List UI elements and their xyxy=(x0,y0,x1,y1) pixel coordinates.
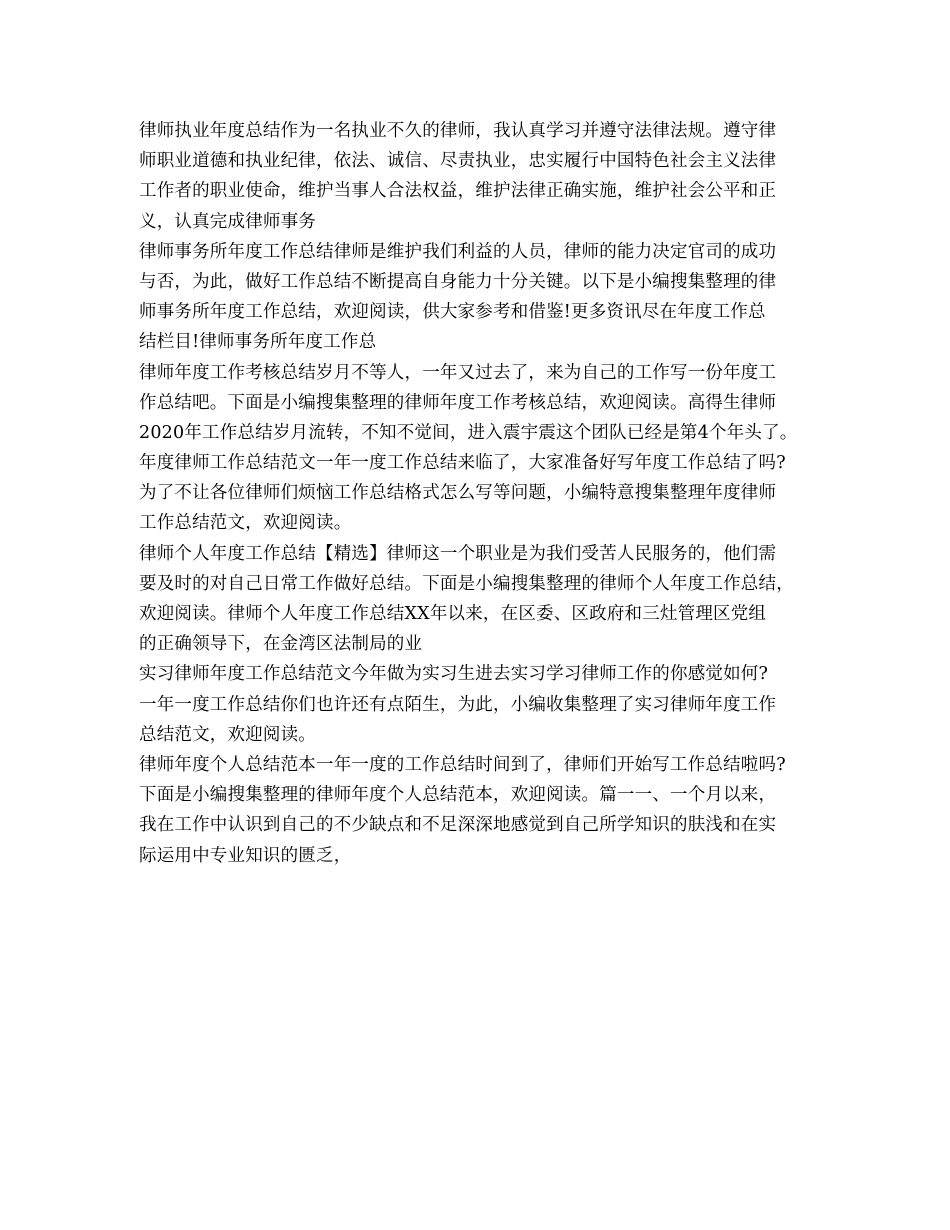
text-line: 年度律师工作总结范文一年一度工作总结来临了，大家准备好写年度工作总结了吗? xyxy=(139,453,786,474)
text-line: 律师执业年度总结作为一名执业不久的律师，我认真学习并遵守法律法规。遵守律 xyxy=(139,121,777,141)
text-line: 师职业道德和执业纪律，依法、诚信、尽责执业，忠实履行中国特色社会主义法律 xyxy=(139,151,777,172)
text-line: 要及时的对自己日常工作做好总结。下面是小编搜集整理的律师个人年度工作总结， xyxy=(139,573,794,594)
text-line: 与否，为此，做好工作总结不断提高自身能力十分关键。以下是小编搜集整理的律 xyxy=(139,271,777,292)
text-line: 实习律师年度工作总结范文今年做为实习生进去实习学习律师工作的你感觉如何? xyxy=(139,664,769,685)
text-line: 律师年度工作考核总结岁月不等人，一年又过去了，来为自己的工作写一份年度工 xyxy=(139,362,777,383)
text-line: 律师个人年度工作总结【精选】律师这一个职业是为我们受苦人民服务的，他们需 xyxy=(139,543,777,564)
text-line: 律师年度个人总结范本一年一度的工作总结时间到了，律师们开始写工作总结啦吗? xyxy=(139,754,786,775)
text-line: 的正确领导下，在金湾区法制局的业 xyxy=(139,634,423,655)
text-line: 下面是小编搜集整理的律师年度个人总结范本，欢迎阅读。篇一一、一个月以来， xyxy=(139,785,777,806)
text-line: 工作者的职业使命，维护当事人合法权益，维护法律正确实施，维护社会公平和正 xyxy=(139,181,777,202)
text-line: 2020年工作总结岁月流转，不知不觉间，进入震宇震这个团队已经是第4个年头了。 xyxy=(139,422,798,443)
document-body xyxy=(139,116,839,871)
text-line: 欢迎阅读。律师个人年度工作总结XX年以来，在区委、区政府和三灶管理区党组 xyxy=(139,604,767,624)
text-line: 义，认真完成律师事务 xyxy=(139,211,316,232)
text-line: 为了不让各位律师们烦恼工作总结格式怎么写等问题，小编特意搜集整理年度律师 xyxy=(139,483,777,504)
text-line: 我在工作中认识到自己的不少缺点和不足深深地感觉到自己所学知识的肤浅和在实 xyxy=(139,815,777,836)
text-line: 师事务所年度工作总结，欢迎阅读，供大家参考和借鉴!更多资讯尽在年度工作总 xyxy=(139,302,766,323)
text-line: 结栏目!律师事务所年度工作总 xyxy=(139,332,377,353)
text-line: 作总结吧。下面是小编搜集整理的律师年度工作考核总结，欢迎阅读。高得生律师 xyxy=(139,392,777,413)
text-line: 一年一度工作总结你们也许还有点陌生，为此，小编收集整理了实习律师年度工作 xyxy=(139,694,777,715)
text-line: 总结范文，欢迎阅读。 xyxy=(139,724,316,745)
text-line: 工作总结范文，欢迎阅读。 xyxy=(139,513,352,534)
text-line: 际运用中专业知识的匮乏， xyxy=(139,845,352,866)
text-line: 律师事务所年度工作总结律师是维护我们利益的人员，律师的能力决定官司的成功 xyxy=(139,241,777,262)
